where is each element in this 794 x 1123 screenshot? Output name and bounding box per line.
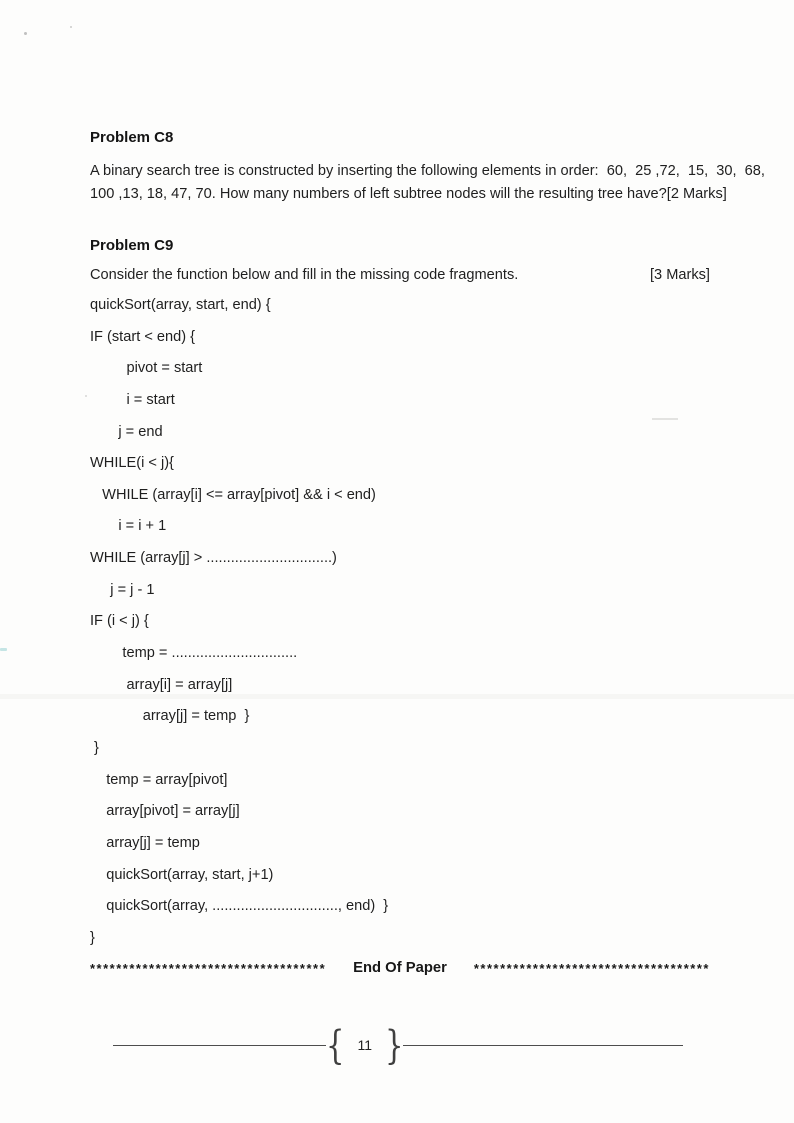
code-line: j = j - 1: [90, 581, 155, 598]
code-line: IF (i < j) {: [90, 613, 149, 630]
problem-c8-line1: A binary search tree is constructed by inserting the following elements in order: 60, 25 ,72, 15, 30, 68,: [90, 163, 765, 179]
code-line: IF (start < end) {: [90, 328, 196, 345]
scan-speck: [70, 26, 72, 28]
page-number-ornament: [326, 1021, 404, 1068]
code-line: temp = ...............................: [90, 645, 298, 662]
code-line: WHILE(i < j){: [90, 455, 174, 472]
stars-left: ************************************: [90, 960, 327, 976]
problem-c9-intro-row: [90, 268, 710, 283]
end-of-paper-line: [90, 960, 710, 976]
code-line: }: [90, 929, 95, 946]
page-content: [90, 129, 765, 977]
footer-rule-left: [113, 1045, 326, 1046]
problem-c8-line2-text: 100 ,13, 18, 47, 70. How many numbers of left subtree nodes will the resulting tree have?: [90, 186, 667, 202]
code-block: [90, 290, 710, 954]
problem-c8-line2: [90, 183, 727, 206]
problem-c9-marks: [3 Marks]: [649, 267, 710, 283]
code-line: WHILE (array[i] <= array[pivot] && i < end): [90, 486, 376, 503]
scan-artifact-dash: [0, 648, 7, 651]
code-line: array[pivot] = array[j]: [90, 803, 240, 820]
code-line: j = end: [90, 423, 163, 440]
code-line: quickSort(array, start, end) {: [90, 297, 271, 313]
end-of-paper-label: End Of Paper: [353, 960, 447, 977]
page-footer: [113, 1021, 683, 1068]
page-number: 11: [357, 1037, 372, 1053]
code-line: pivot = start: [90, 360, 203, 377]
code-line: WHILE (array[j] > ...............................): [90, 550, 337, 567]
problem-c8-body: [90, 160, 765, 206]
code-line: quickSort(array, start, j+1): [90, 866, 274, 883]
code-line: temp = array[pivot]: [90, 771, 228, 788]
scan-speck: [24, 32, 27, 35]
right-brace-icon: }: [385, 1021, 404, 1068]
code-line: array[j] = temp }: [90, 708, 250, 725]
scan-speck: [85, 395, 87, 397]
footer-rule-right: [403, 1045, 683, 1046]
problem-c9-intro: Consider the function below and fill in the missing code fragments.: [90, 267, 519, 283]
problem-c8-heading: Problem C8: [90, 129, 174, 146]
code-line: quickSort(array, ..............................., end) }: [90, 898, 389, 915]
code-line: i = i + 1: [90, 518, 167, 535]
left-brace-icon: {: [326, 1021, 345, 1068]
problem-c9-heading: Problem C9: [90, 237, 174, 254]
code-line: }: [90, 739, 99, 756]
code-line: array[j] = temp: [90, 834, 200, 851]
code-line: array[i] = array[j]: [90, 676, 233, 693]
stars-right: ************************************: [473, 960, 710, 976]
code-line: i = start: [90, 391, 175, 408]
problem-c8-marks: [2 Marks]: [666, 186, 727, 202]
